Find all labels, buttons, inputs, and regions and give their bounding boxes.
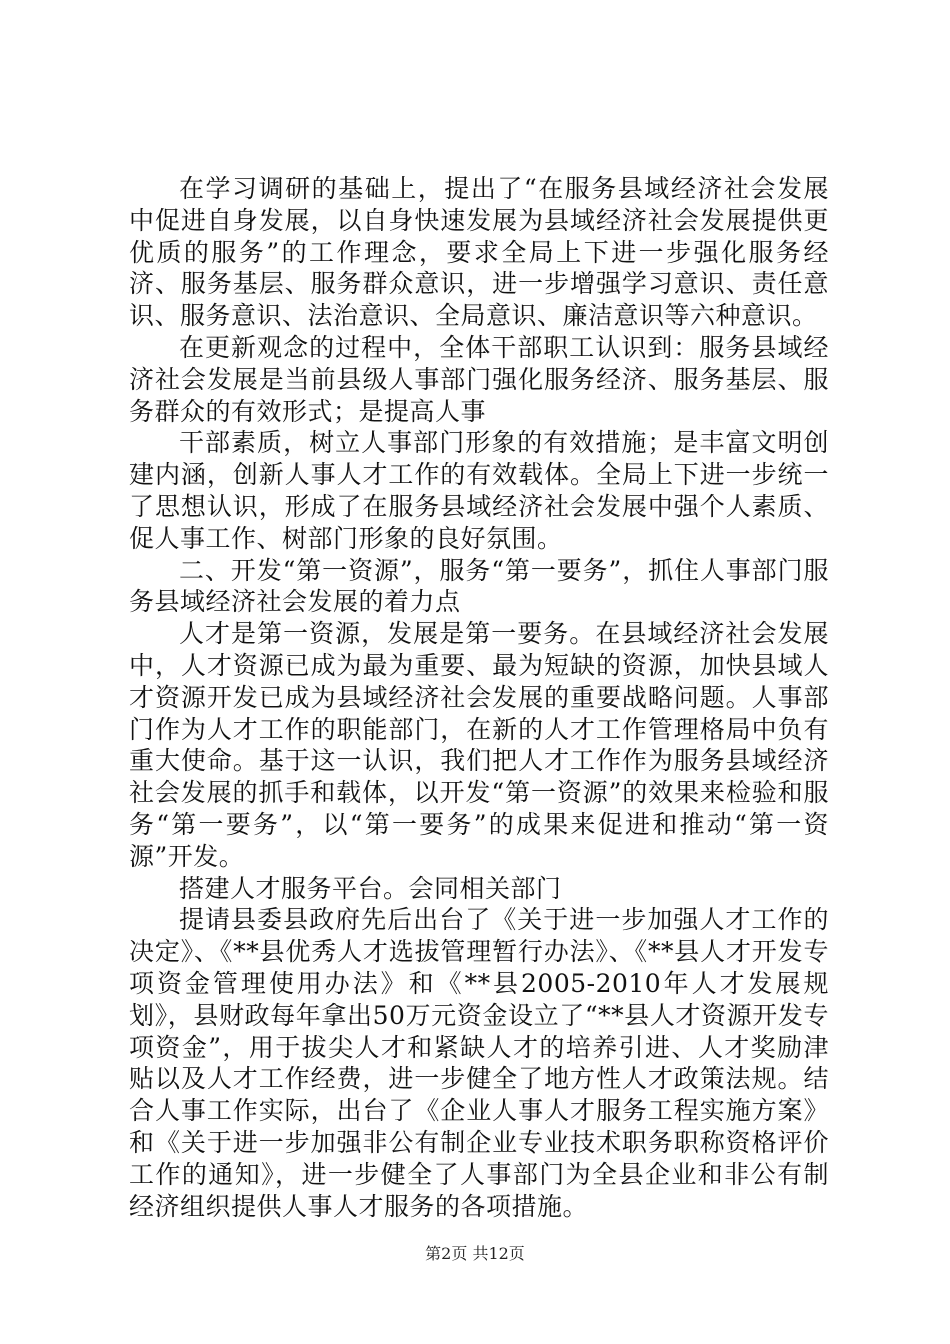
page-number: 第2页 共12页 [425, 1244, 525, 1263]
paragraph-1: 在学习调研的基础上，提出了“在服务县域经济社会发展中促进自身发展，以自身快速发展为县域经济社会发展提供更优质的服务”的工作理念，要求全局上下进一步强化服务经济、服务基层、服务群众意识，进一步增强学习意识、责任意识、服务意识、法治意识、全局意识、廉洁意识等六种意识。 [129, 174, 829, 331]
paragraph-6: 提请县委县政府先后出台了《关于进一步加强人才工作的决定》、《**县优秀人才选拔管理暂行办法》、《**县人才开发专项资金管理使用办法》和《**县2005-2010年人才发展规划》，县财政每年拿出50万元资金设立了“**县人才资源开发专项资金”，用于拔尖人才和紧缺人才的培养引进、人才奖励津贴以及人才工作经费，进一步健全了地方性人才政策法规。结合人事工作实际，出台了《企业人事人才服务工程实施方案》和《关于进一步加强非公有制企业专业技术职务职称资格评价工作的通知》，进一步健全了人事部门为全县企业和非公有制经济组织提供人事人才服务的各项措施。 [129, 905, 829, 1221]
paragraph-5: 搭建人才服务平台。会同相关部门 [179, 873, 562, 903]
paragraph-3: 干部素质，树立人事部门形象的有效措施；是丰富文明创建内涵，创新人事人才工作的有效载体。全局上下进一步统一了思想认识，形成了在服务县域经济社会发展中强个人素质、促人事工作、树部门形象的良好氛围。 [129, 428, 829, 553]
page-footer [0, 1244, 950, 1264]
document-body [129, 173, 829, 1222]
paragraph-4: 人才是第一资源，发展是第一要务。在县域经济社会发展中，人才资源已成为最为重要、最为短缺的资源，加快县域人才资源开发已成为县域经济社会发展的重要战略问题。人事部门作为人才工作的职能部门，在新的人才工作管理格局中负有重大使命。基于这一认识，我们把人才工作作为服务县域经济社会发展的抓手和载体，以开发“第一资源”的效果来检验和服务“第一要务”，以“第一要务”的成果来促进和推动“第一资源”开发。 [129, 619, 829, 871]
section-heading-2: 二、开发“第一资源”，服务“第一要务”，抓住人事部门服务县域经济社会发展的着力点 [129, 555, 829, 617]
paragraph-2: 在更新观念的过程中，全体干部职工认识到：服务县域经济社会发展是当前县级人事部门强化服务经济、服务基层、服务群众的有效形式；是提高人事 [129, 332, 829, 426]
